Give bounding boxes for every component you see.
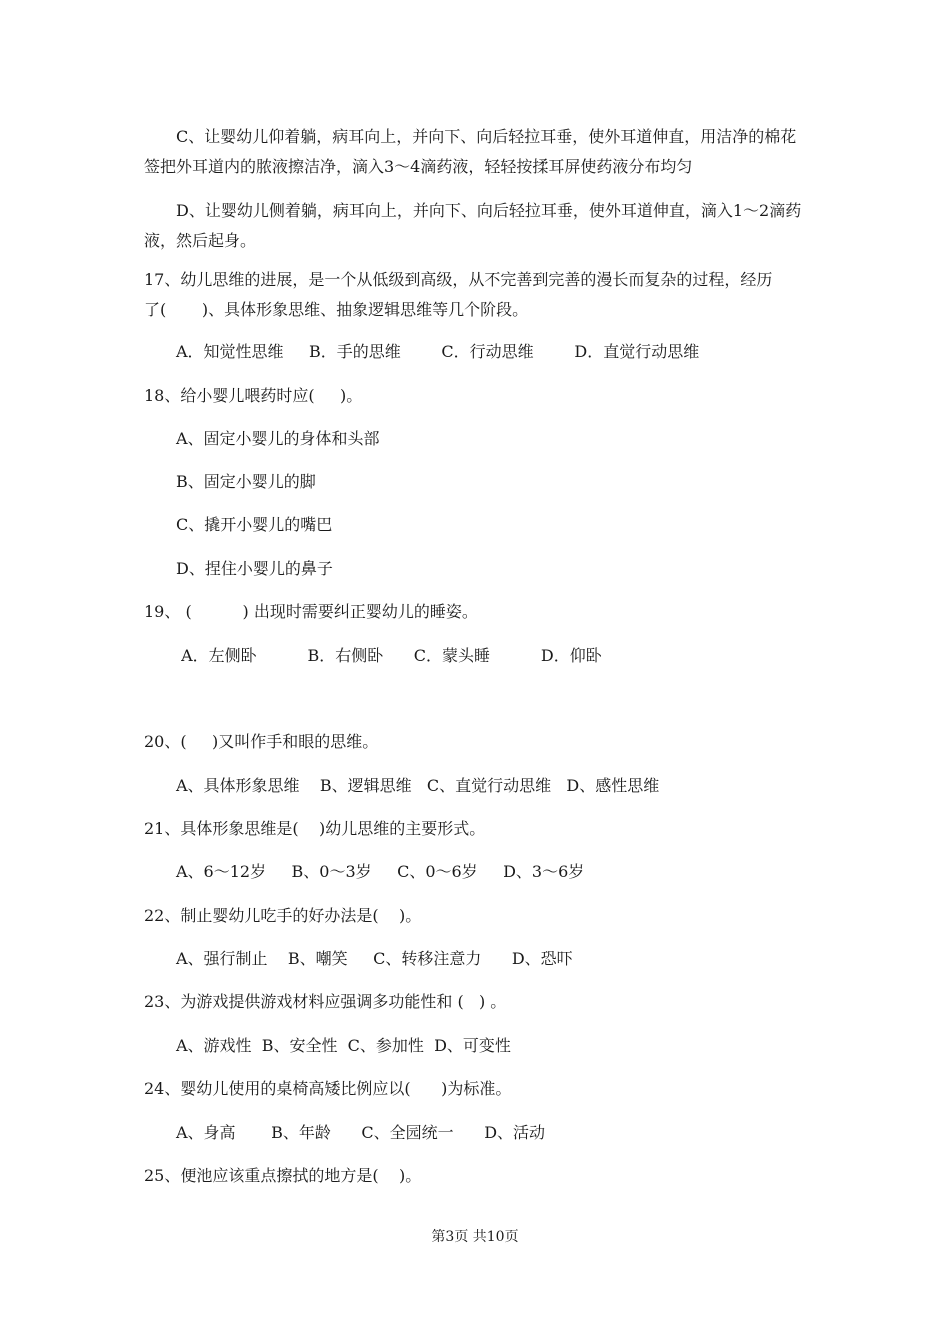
q25-stem: 25、便池应该重点擦拭的地方是( )。 <box>144 1166 422 1185</box>
q21-options: A、6～12岁 B、0～3岁 C、0～6岁 D、3～6岁 <box>176 862 585 881</box>
q24-stem: 24、婴幼儿使用的桌椅高矮比例应以( )为标准。 <box>144 1079 512 1098</box>
q19-options: A．左侧卧 B．右侧卧 C．蒙头睡 D．仰卧 <box>176 646 602 665</box>
q18-option-c: C、撬开小婴儿的嘴巴 <box>176 515 333 534</box>
q17-stem-line2: 了( )、具体形象思维、抽象逻辑思维等几个阶段。 <box>144 300 529 319</box>
q17-stem-line1: 17、幼儿思维的进展，是一个从低级到高级，从不完善到完善的漫长而复杂的过程，经历 <box>144 270 773 289</box>
q24-options: A、身高 B、年龄 C、全园统一 D、活动 <box>176 1123 546 1142</box>
q18-stem: 18、给小婴儿喂药时应( )。 <box>144 386 363 405</box>
q23-options: A、游戏性 B、安全性 C、参加性 D、可变性 <box>176 1036 511 1055</box>
q18-option-a: A、固定小婴儿的身体和头部 <box>176 429 380 448</box>
q22-options: A、强行制止 B、嘲笑 C、转移注意力 D、恐吓 <box>176 949 573 968</box>
q16-option-c: C、让婴幼儿仰着躺，病耳向上，并向下、向后轻拉耳垂，使外耳道伸直，用洁净的棉花签把外耳道内的脓液擦洁净，滴入3～4滴药液，轻轻按揉耳屏使药液分布均匀 <box>144 127 797 176</box>
page-footer: 第3页 共10页 <box>431 1229 519 1245</box>
q20-stem: 20、( )又叫作手和眼的思维。 <box>144 732 379 751</box>
q18-option-b: B、固定小婴儿的脚 <box>176 472 316 491</box>
q20-options: A、具体形象思维 B、逻辑思维 C、直觉行动思维 D、感性思维 <box>176 776 660 795</box>
q17-options: A．知觉性思维 B．手的思维 C．行动思维 D．直觉行动思维 <box>176 342 700 361</box>
q18-option-d: D、捏住小婴儿的鼻子 <box>176 559 333 578</box>
q21-stem: 21、具体形象思维是( )幼儿思维的主要形式。 <box>144 819 486 838</box>
q23-stem: 23、为游戏提供游戏材料应强调多功能性和 ( ) 。 <box>144 992 507 1011</box>
q16-option-d: D、让婴幼儿侧着躺，病耳向上，并向下、向后轻拉耳垂，使外耳道伸直，滴入1～2滴药液，然后起身。 <box>144 201 802 250</box>
q19-stem: 19、 ( ) 出现时需要纠正婴幼儿的睡姿。 <box>144 602 478 621</box>
q22-stem: 22、制止婴幼儿吃手的好办法是( )。 <box>144 906 422 925</box>
